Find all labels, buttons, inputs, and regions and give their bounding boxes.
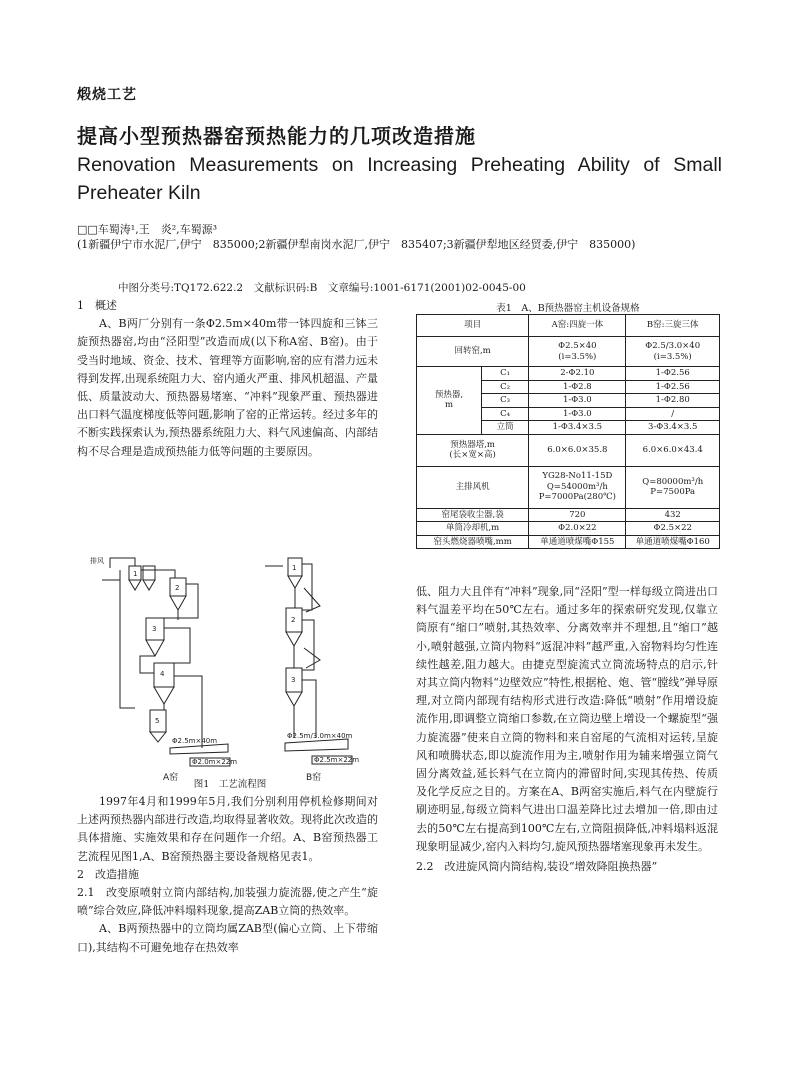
spec-table-wrapper xyxy=(416,314,720,549)
a-cooler-label: Φ2.0m×22m xyxy=(192,758,238,766)
a-box-4: 4 xyxy=(160,670,165,678)
a-box-1: 1 xyxy=(133,570,138,578)
b-box-3: 3 xyxy=(291,676,296,684)
right-column xyxy=(416,583,718,876)
a-box-5: 5 xyxy=(155,717,160,725)
left-column xyxy=(77,297,378,461)
riser-b: 3-Φ3.4×3.5 xyxy=(626,421,720,435)
table-head-a: A窑:四旋一体 xyxy=(529,315,626,337)
title-english: Renovation Measurements on Increasing Preheating Ability of Small Preheater Kiln xyxy=(77,154,722,204)
c2-label: C₂ xyxy=(482,380,529,394)
a-box-3: 3 xyxy=(152,625,157,633)
dust-label: 窑尾袋收尘器,袋 xyxy=(417,508,529,522)
c3-label: C₃ xyxy=(482,394,529,408)
kiln-label: 回转窑,m xyxy=(417,337,529,367)
fan-tag: 排风 xyxy=(90,557,104,565)
c4-b: / xyxy=(626,407,720,421)
table-row-tower xyxy=(417,434,720,466)
kiln-b: Φ2.5/3.0×40 (i=3.5%) xyxy=(626,337,720,367)
riser-label: 立筒 xyxy=(482,421,529,435)
a-cyclone-c1b xyxy=(143,566,155,580)
burner-label: 窑头燃烧器喷嘴,mm xyxy=(417,535,529,549)
table-row-c1 xyxy=(417,367,720,381)
dust-b: 432 xyxy=(626,508,720,522)
tower-a: 6.0×6.0×35.8 xyxy=(529,434,626,466)
table-row-burner xyxy=(417,535,720,549)
c2-a: 1-Φ2.8 xyxy=(529,380,626,394)
cooler-a: Φ2.0×22 xyxy=(529,522,626,536)
spec-table xyxy=(416,314,720,549)
c4-label: C₄ xyxy=(482,407,529,421)
paragraph-zab: A、B两预热器中的立筒均属ZAB型(偏心立筒、上下带缩口),其结构不可避免地存在热效率 xyxy=(77,922,378,954)
fan-a: YG28-No11-15D Q=54000m³/h P=7000Pa(280℃) xyxy=(529,466,626,508)
burner-a: 单通道喷煤嘴Φ155 xyxy=(529,535,626,549)
riser-a: 1-Φ3.4×3.5 xyxy=(529,421,626,435)
fan-label: 主排风机 xyxy=(417,466,529,508)
section-label: 煅烧工艺 xyxy=(77,87,137,103)
b-box-2: 2 xyxy=(291,616,296,624)
cooler-label: 单筒冷却机,m xyxy=(417,522,529,536)
authors: □□车蜀涛¹,王 炎²,车蜀源³ xyxy=(77,223,218,236)
b-kiln-label: Φ2.5m/3.0m×40m xyxy=(287,732,353,740)
classification-meta: 中图分类号:TQ172.622.2 文献标识码:B 文章编号:1001-6171(2001)02-0045-00 xyxy=(118,282,526,294)
table-header-row xyxy=(417,315,720,337)
fig-label-a: A窑 xyxy=(163,773,179,783)
paragraph-overview: A、B两厂分别有一条Φ2.5m×40m带一钵四旋和三钵三旋预热器窑,均由“泾阳型”改造而成(以下称A窑、B窑)。由于受当时地域、资金、技术、管理等方面影响,窑的应有潜力远未得到发挥,出现系统阻力大、窑内通火严重、排风机超温、产量低、质量波动大、预热器易堵塞、“冲料”现象严重、预热器进出口料气温度梯度低等问题,影响了窑的正常运转。经过多年的不断实践探索认为,预热器系统阻力大、料气风速偏高、内部结构不尽合理是造成预热能力低等问题的主要原因。 xyxy=(77,317,378,458)
table-row-kiln xyxy=(417,337,720,367)
a-box-2: 2 xyxy=(175,584,180,592)
c2-b: 1-Φ2.56 xyxy=(626,380,720,394)
figure-flowchart xyxy=(80,548,380,788)
heading-2-2: 2.2 改进旋风筒内筒结构,装设“增效降阻换热器” xyxy=(416,860,658,874)
table-row-dust xyxy=(417,508,720,522)
a-kiln xyxy=(170,744,228,754)
b-kiln xyxy=(285,739,348,751)
b-cooler-label: Φ2.5m×22m xyxy=(314,756,360,764)
paragraph-riser: 低、阻力大且伴有“冲料”现象,同“泾阳”型一样每级立筒进出口料气温差平均在50℃左右。通过多年的探索研究发现,仅靠立筒原有“缩口”喷射,其热效率、分离效率并不理想,且“缩口”越小,喷射越强,立筒内物料“返混冲料”越严重,入窑物料均匀性连续性越差,阻力越大。由捷克型旋流式立筒流场特点的启示,针对其立筒内物料“边壁效应”特性,根据枪、炮、管“膛线”弹导原理,对立筒内部现有结构形式进行改造:降低“喷射”作用增设旋流作用,即调整立筒缩口参数,在立筒边壁上增设一个螺旋型“强力旋流器”使来自立筒的物料和来自窑尾的气流相对运转,呈旋风和喷腾状态,即以旋流作用为主,喷射作用为辅来增强立筒气固分离效益,延长料气在立筒内的滞留时间,实现其传热、传质及化学反应之目的。方案在A、B两窑实施后,料气在内壁旋行刷迹明显,每级立筒料气进出口温差降比过去增加一倍,即由过去的50℃左右提高到100℃左右,立筒阻损降低,冲料塌料返混现象明显减少,窑内入料均匀,旋风预热器堵塞现象再未发生。 xyxy=(416,585,718,853)
fig-label-b: B窑 xyxy=(306,773,322,783)
fan-b: Q=80000m³/h P=7500Pa xyxy=(626,466,720,508)
c1-label: C₁ xyxy=(482,367,529,381)
table-row-fan xyxy=(417,466,720,508)
c3-b: 1-Φ2.80 xyxy=(626,394,720,408)
paragraph-intro: 1997年4月和1999年5月,我们分别利用停机检修期间对上述两预热器内部进行改造,均取得显著收效。现将此次改造的具体措施、实施效果和存在问题作一介绍。A、B窑预热器工艺流程见图1,A、B窑预热器主要设备规格见表1。 xyxy=(77,795,378,863)
heading-2-1: 2.1 改变原喷射立筒内部结构,加装强力旋流器,使之产生“旋喷”综合效应,降低冲料塌料现象,提高ZAB立筒的热效率。 xyxy=(77,886,378,918)
flowchart-svg xyxy=(80,548,380,788)
c1-b: 1-Φ2.56 xyxy=(626,367,720,381)
heading-overview: 1 概述 xyxy=(77,299,117,312)
table-head-item: 项目 xyxy=(417,315,529,337)
table-caption: 表1 A、B预热器窑主机设备规格 xyxy=(496,303,640,314)
c1-a: 2-Φ2.10 xyxy=(529,367,626,381)
heading-measures: 2 改造措施 xyxy=(77,867,139,881)
tower-label: 预热器塔,m (长×宽×高) xyxy=(417,434,529,466)
cooler-b: Φ2.5×22 xyxy=(626,522,720,536)
c3-a: 1-Φ3.0 xyxy=(529,394,626,408)
burner-b: 单通道喷煤嘴Φ160 xyxy=(626,535,720,549)
b-box-1: 1 xyxy=(292,564,297,572)
c4-a: 1-Φ3.0 xyxy=(529,407,626,421)
kiln-a: Φ2.5×40 (i=3.5%) xyxy=(529,337,626,367)
title-chinese: 提高小型预热器窑预热能力的几项改造措施 xyxy=(77,124,476,148)
figure-caption: 图1 工艺流程图 xyxy=(193,779,267,790)
dust-a: 720 xyxy=(529,508,626,522)
preheater-label: 预热器, m xyxy=(417,367,482,435)
left-column-lower xyxy=(77,793,378,957)
tower-b: 6.0×6.0×43.4 xyxy=(626,434,720,466)
table-row-cooler xyxy=(417,522,720,536)
a-kiln-label: Φ2.5m×40m xyxy=(172,737,218,745)
table-head-b: B窑:三旋三体 xyxy=(626,315,720,337)
affiliation: (1新疆伊宁市水泥厂,伊宁 835000;2新疆伊犁南岗水泥厂,伊宁 835407;3新疆伊犁地区经贸委,伊宁 835000) xyxy=(77,238,636,251)
